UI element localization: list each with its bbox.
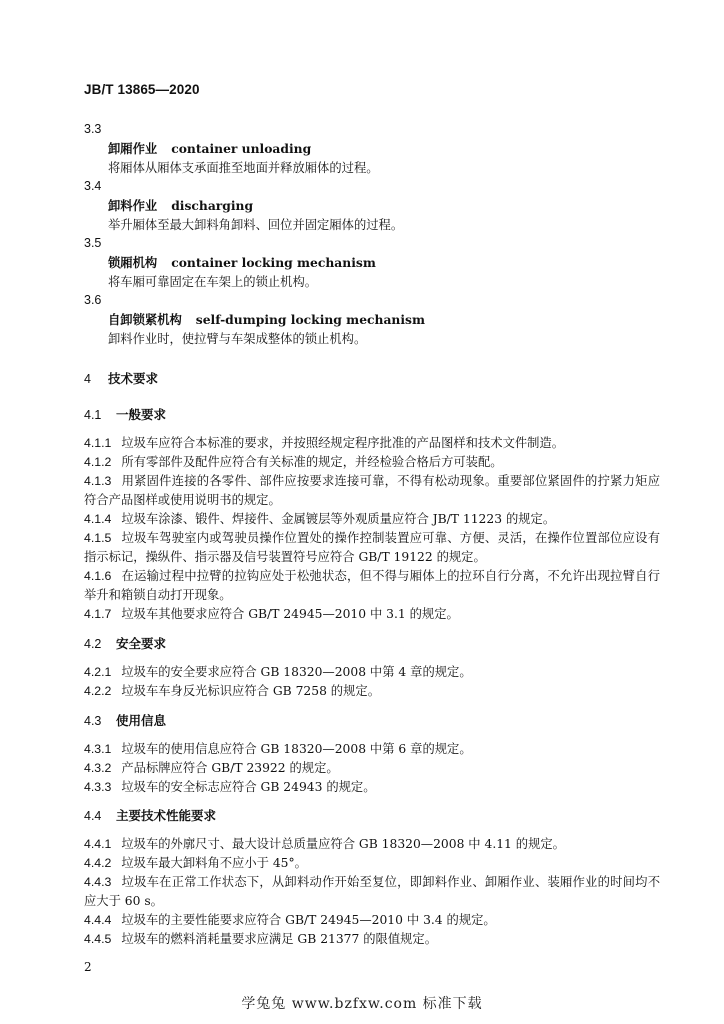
subsection-title: 一般要求 [116,407,167,422]
clause-text: 垃圾车的安全标志应符合 GB 24943 的规定。 [121,780,376,794]
clause-number: 4.1.6 [84,569,112,583]
watermark-footer: 学兔兔 www.bzfxw.com 标准下载 [241,996,483,1012]
section-number: 4 [84,372,91,386]
clause-number: 4.2.2 [84,684,112,698]
clause-number: 4.1.3 [84,474,112,488]
term-zh: 卸厢作业 [108,141,158,156]
clause-text: 用紧固件连接的各零件、部件应按要求连接可靠，不得有松动现象。重要部位紧固件的拧紧力矩应符合产品图样或使用说明书的规定。 [84,474,660,507]
clause [84,911,660,930]
term-en: container locking mechanism [171,255,376,270]
clause [84,605,660,624]
page-number: 2 [84,960,92,974]
term-en: self-dumping locking mechanism [195,312,425,327]
subsection-heading [84,711,166,729]
clause-text: 垃圾车应符合本标准的要求，并按照经规定程序批准的产品图样和技术文件制造。 [121,436,565,450]
clause [84,682,660,701]
clause-number: 4.4.1 [84,837,112,851]
term-zh: 自卸锁紧机构 [108,312,182,327]
clause-text: 垃圾车的燃料消耗量要求应满足 GB 21377 的限值规定。 [121,932,438,946]
term-definition: 卸料作业时，使拉臂与车架成整体的锁止机构。 [108,332,367,346]
clause [84,510,660,529]
clause-text: 在运输过程中拉臂的拉钩应处于松弛状态，但不得与厢体上的拉环自行分离，不允许出现拉臂自行举升和箱锁自动打开现象。 [84,569,660,602]
term-title [108,253,376,271]
clause-number: 4.3.3 [84,780,112,794]
section-title: 技术要求 [108,371,159,386]
subsection-title: 安全要求 [116,636,167,651]
term-number: 3.5 [84,236,102,250]
term-number: 3.6 [84,293,102,307]
clause-text: 垃圾车的使用信息应符合 GB 18320—2008 中第 6 章的规定。 [121,742,472,756]
term-title [108,139,311,157]
clause [84,835,660,854]
clause-text: 垃圾车的主要性能要求应符合 GB/T 24945—2010 中 3.4 的规定。 [121,913,496,927]
subsection-number: 4.2 [84,637,102,651]
term-zh: 卸料作业 [108,198,158,213]
clause-text: 垃圾车车身反光标识应符合 GB 7258 的规定。 [121,684,380,698]
clause [84,854,660,873]
clause-text: 垃圾车在正常工作状态下，从卸料动作开始至复位，即卸料作业、卸厢作业、装厢作业的时间均不应大于 60 s。 [84,875,660,908]
clause-number: 4.4.3 [84,875,112,889]
clause-number: 4.4.2 [84,856,112,870]
term-zh: 锁厢机构 [108,255,158,270]
term-title [108,310,425,328]
clause-text: 垃圾车涂漆、锻件、焊接件、金属镀层等外观质量应符合 JB/T 11223 的规定。 [121,512,556,526]
term-title [108,196,253,214]
clause [84,529,660,567]
clause-number: 4.1.7 [84,607,112,621]
document-code-header: JB/T 13865—2020 [84,82,200,97]
subsection-number: 4.3 [84,714,102,728]
subsection-title: 使用信息 [116,713,167,728]
clause [84,778,660,797]
clause-text: 垃圾车其他要求应符合 GB/T 24945—2010 中 3.1 的规定。 [121,607,459,621]
clause-text: 垃圾车最大卸料角不应小于 45°。 [121,856,307,870]
clause [84,567,660,605]
clause-text: 产品标牌应符合 GB/T 23922 的规定。 [121,761,339,775]
clause [84,663,660,682]
subsection-number: 4.1 [84,408,102,422]
clause-number: 4.1.5 [84,531,112,545]
term-definition: 举升厢体至最大卸料角卸料、回位并固定厢体的过程。 [108,218,404,232]
subsection-title: 主要技术性能要求 [116,808,217,823]
subsection-number: 4.4 [84,809,102,823]
term-definition: 将厢体从厢体支承面推至地面并释放厢体的过程。 [108,161,379,175]
clause-text: 所有零部件及配件应符合有关标准的规定，并经检验合格后方可装配。 [121,455,503,469]
clause-number: 4.1.1 [84,436,112,450]
clause-number: 4.4.4 [84,913,112,927]
clause-number: 4.3.2 [84,761,112,775]
clause-number: 4.1.2 [84,455,112,469]
subsection-heading [84,405,166,423]
clause-text: 垃圾车驾驶室内或驾驶员操作位置处的操作控制装置应可靠、方便、灵活，在操作位置部位应设有指示标记，操纵件、指示器及信号装置符号应符合 GB/T 19122 的规定。 [84,531,660,564]
clause [84,930,660,949]
section-heading [84,369,158,387]
clause [84,472,660,510]
clause-text: 垃圾车的外廓尺寸、最大设计总质量应符合 GB 18320—2008 中 4.11 的规定。 [121,837,565,851]
clause-text: 垃圾车的安全要求应符合 GB 18320—2008 中第 4 章的规定。 [121,665,472,679]
clause-number: 4.4.5 [84,932,112,946]
subsection-heading [84,806,216,824]
clause [84,759,660,778]
term-definition: 将车厢可靠固定在车架上的锁止机构。 [108,275,318,289]
term-en: container unloading [171,141,312,156]
term-number: 3.3 [84,122,102,136]
clause [84,740,660,759]
term-number: 3.4 [84,179,102,193]
clause [84,873,660,911]
term-en: discharging [171,198,254,213]
clause-number: 4.1.4 [84,512,112,526]
clause-number: 4.3.1 [84,742,112,756]
clause [84,434,660,453]
clause-number: 4.2.1 [84,665,112,679]
subsection-heading [84,634,166,652]
clause [84,453,660,472]
